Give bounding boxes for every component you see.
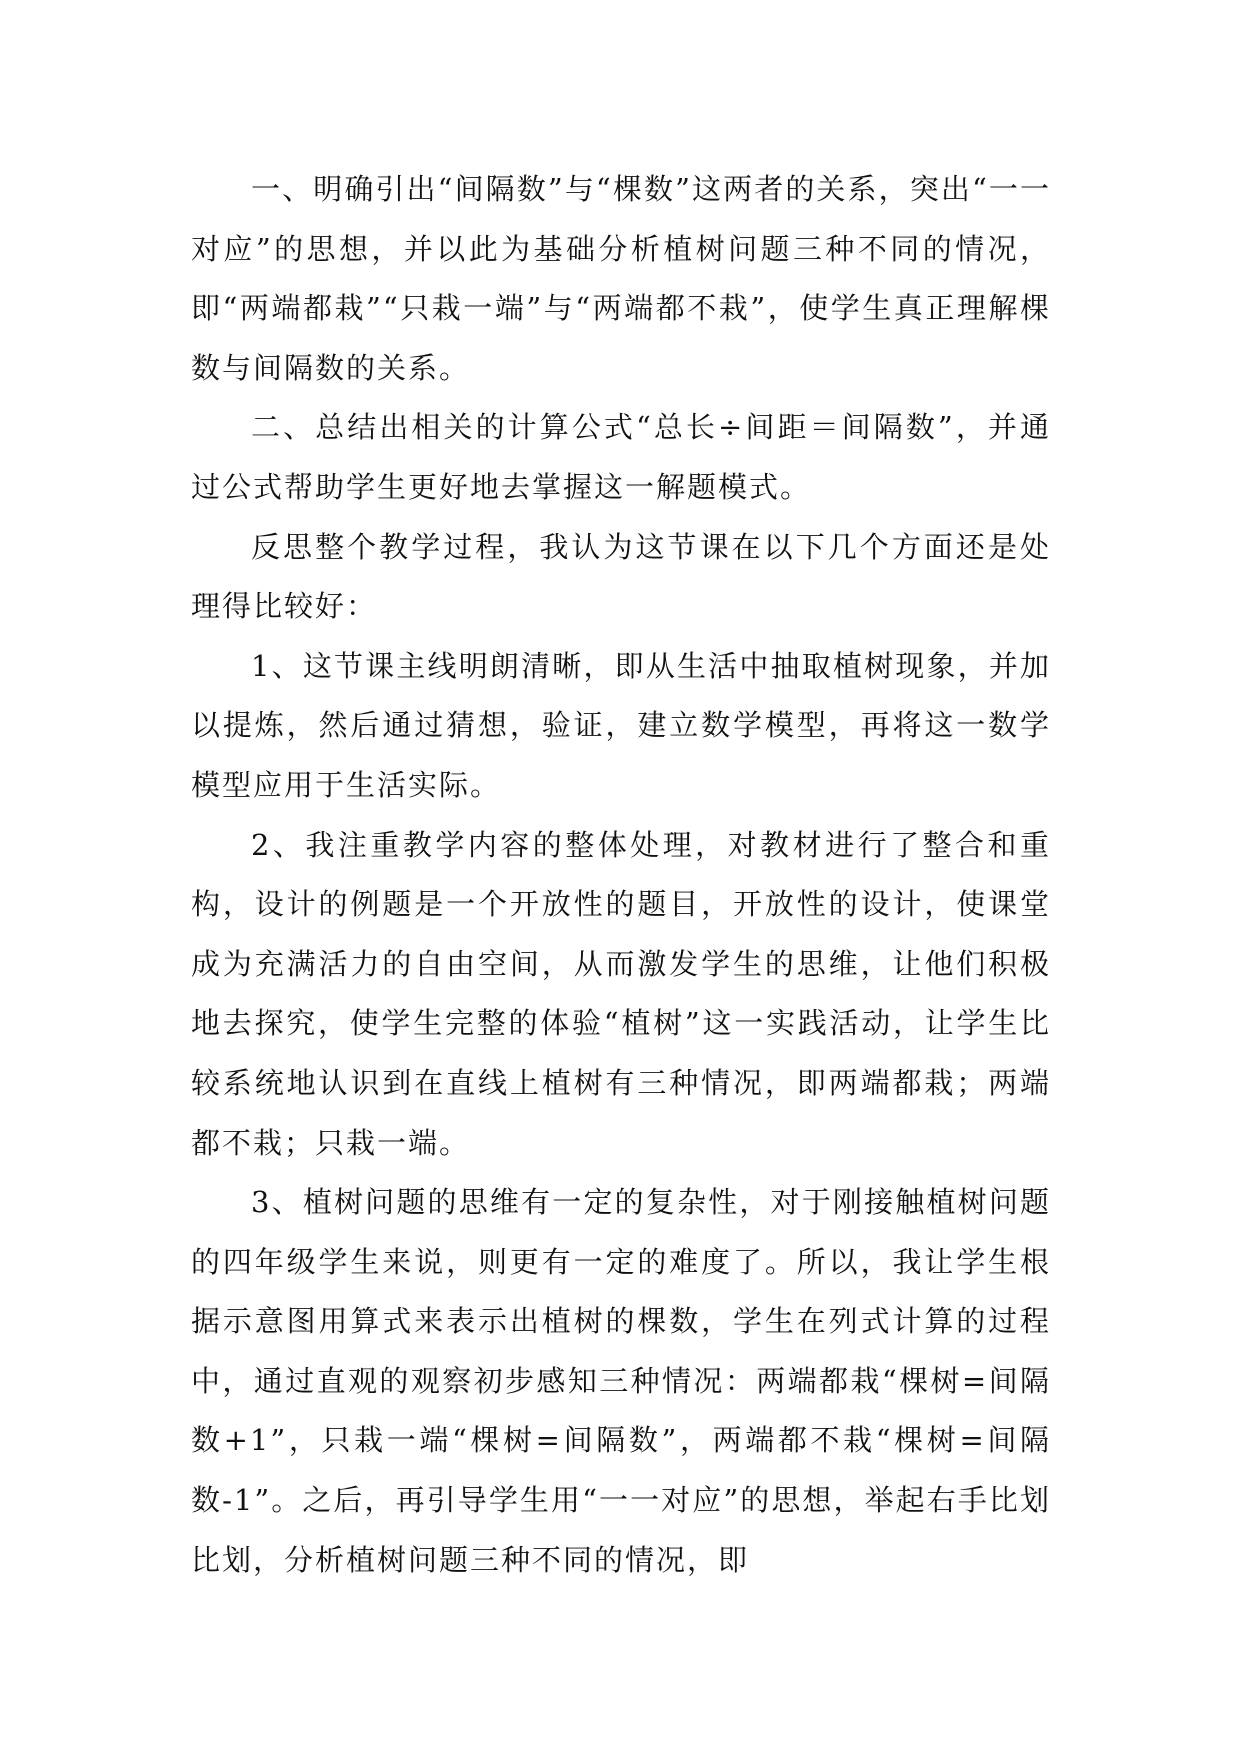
paragraph-2: 二、总结出相关的计算公式“总长÷间距＝间隔数”，并通过公式帮助学生更好地去掌握这一解题模式。 bbox=[191, 410, 1051, 504]
paragraph-6: 3、植树问题的思维有一定的复杂性，对于刚接触植树问题的四年级学生来说，则更有一定的难度了。所以，我让学生根据示意图用算式来表示出植树的棵数，学生在列式计算的过程中，通过直观的观察初步感知三种情况：两端都栽“棵树=间隔数+1”，只栽一端“棵树=间隔数”，两端都不栽“棵树=间隔数-1”。之后，再引导学生用“一一对应”的思想，举起右手比划比划，分析植树问题三种不同的情况，即 bbox=[191, 1185, 1051, 1577]
document-body bbox=[191, 160, 1051, 1590]
paragraph-3: 反思整个教学过程，我认为这节课在以下几个方面还是处理得比较好： bbox=[191, 529, 1051, 624]
paragraph-4: 1、这节课主线明朗清晰，即从生活中抽取植树现象，并加以提炼，然后通过猜想，验证，建立数学模型，再将这一数学模型应用于生活实际。 bbox=[191, 648, 1051, 802]
paragraph-1: 一、明确引出“间隔数”与“棵数”这两者的关系，突出“一一对应”的思想，并以此为基础分析植树问题三种不同的情况，即“两端都栽”“只栽一端”与“两端都不栽”，使学生真正理解棵数与间隔数的关系。 bbox=[191, 172, 1051, 385]
paragraph-5: 2、我注重教学内容的整体处理，对教材进行了整合和重构，设计的例题是一个开放性的题目，开放性的设计，使课堂成为充满活力的自由空间，从而激发学生的思维，让他们积极地去探究，使学生完整的体验“植树”这一实践活动，让学生比较系统地认识到在直线上植树有三种情况，即两端都栽；两端都不栽；只栽一端。 bbox=[191, 827, 1051, 1160]
